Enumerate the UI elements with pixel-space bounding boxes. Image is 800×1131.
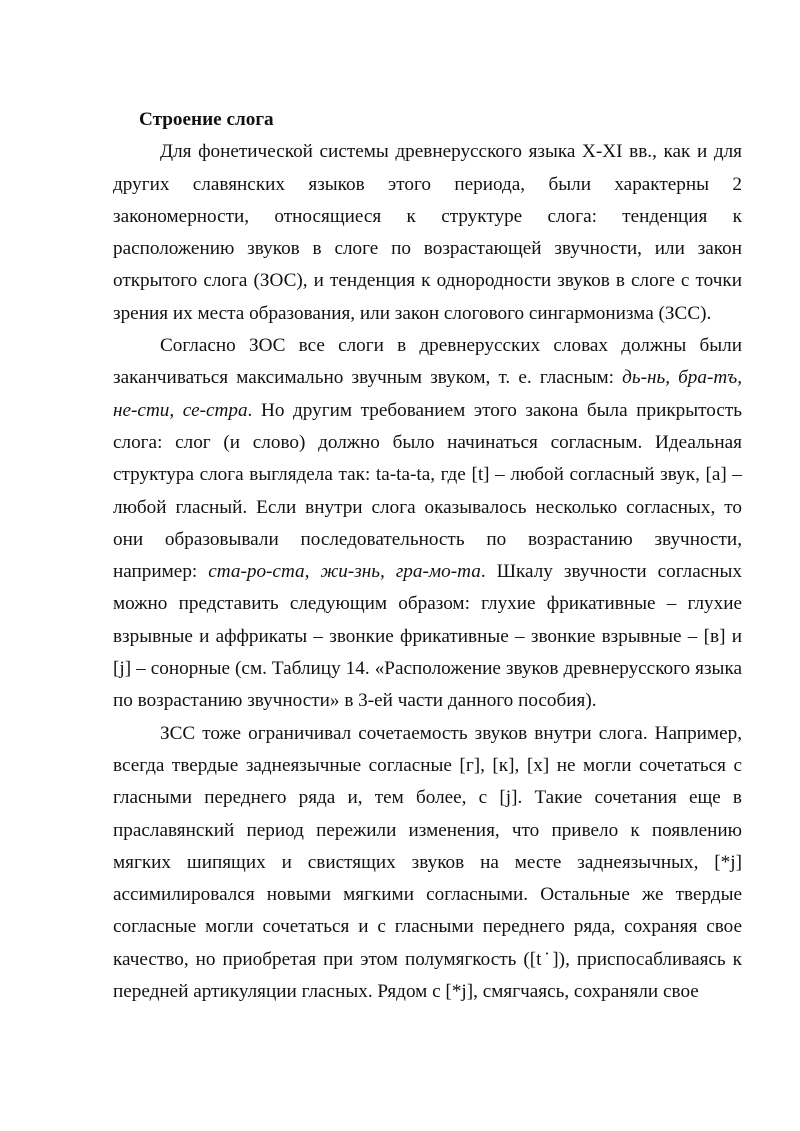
- paragraph-text: . Но другим требованием этого закона была прикрытость слога: слог (и слово) должно было начинаться согласным. Идеальная структура слога выглядела так: ta-ta-ta, где [t] – любой согласный звук, [a] – любой гласный. Если внутри слога оказывалось несколько согласных, то они образовывали последовательность по возрастанию звучности, например:: [113, 399, 743, 583]
- paragraph-text: Согласно ЗОС все слоги в древнерусских словах должны были заканчиваться максимально звучным звуком, т. е. гласным:: [113, 335, 742, 389]
- paragraph-open-syllable-law: [113, 330, 742, 718]
- section-heading: Строение слога: [139, 109, 274, 130]
- example-words-sonority: ста-ро-ста, жи-знь, гра-мо-та: [208, 561, 481, 583]
- page-body: [113, 104, 742, 1008]
- paragraph-text: . Шкалу звучности согласных можно представить следующим образом: глухие фрикативные – глухие взрывные и аффрикаты – звонкие фрикативные – звонкие взрывные – [в] и [j] – сонорные (см. Таблицу 14. «Расположение звуков древнерусского языка по возрастанию звучности» в 3-ей части данного пособия).: [113, 561, 742, 712]
- paragraph-syllabic-synharmonism: ЗСС тоже ограничивал сочетаемость звуков внутри слога. Например, всегда твердые заднеязычные согласные [г], [к], [х] не могли сочетаться с гласными переднего ряда и, тем более, с [j]. Такие сочетания еще в праславянский период пережили изменения, что привело к появлению мягких шипящих и свистящих звуков на месте заднеязычных, [*j] ассимилировался новыми мягкими согласными. Остальные же твердые согласные могли сочетаться и с гласными переднего ряда, сохраняя свое качество, но приобретая при этом полумягкость ([t˙]), приспосабливаясь к передней артикуляции гласных. Рядом с [*j], смягчаясь, сохраняли свое: [113, 722, 742, 1003]
- paragraph-intro: Для фонетической системы древнерусского языка X-XI вв., как и для других славянских языков этого периода, были характерны 2 закономерности, относящиеся к структуре слога: тенденция к расположению звуков в слоге по возрастающей звучности, или закон открытого слога (ЗОС), и тенденция к однородности звуков в слоге с точки зрения их места образования, или закон слогового сингармонизма (ЗСС).: [113, 141, 742, 324]
- example-words-open-syllables: дь-нь, бра-тъ, не-сти, се-стра: [113, 367, 743, 421]
